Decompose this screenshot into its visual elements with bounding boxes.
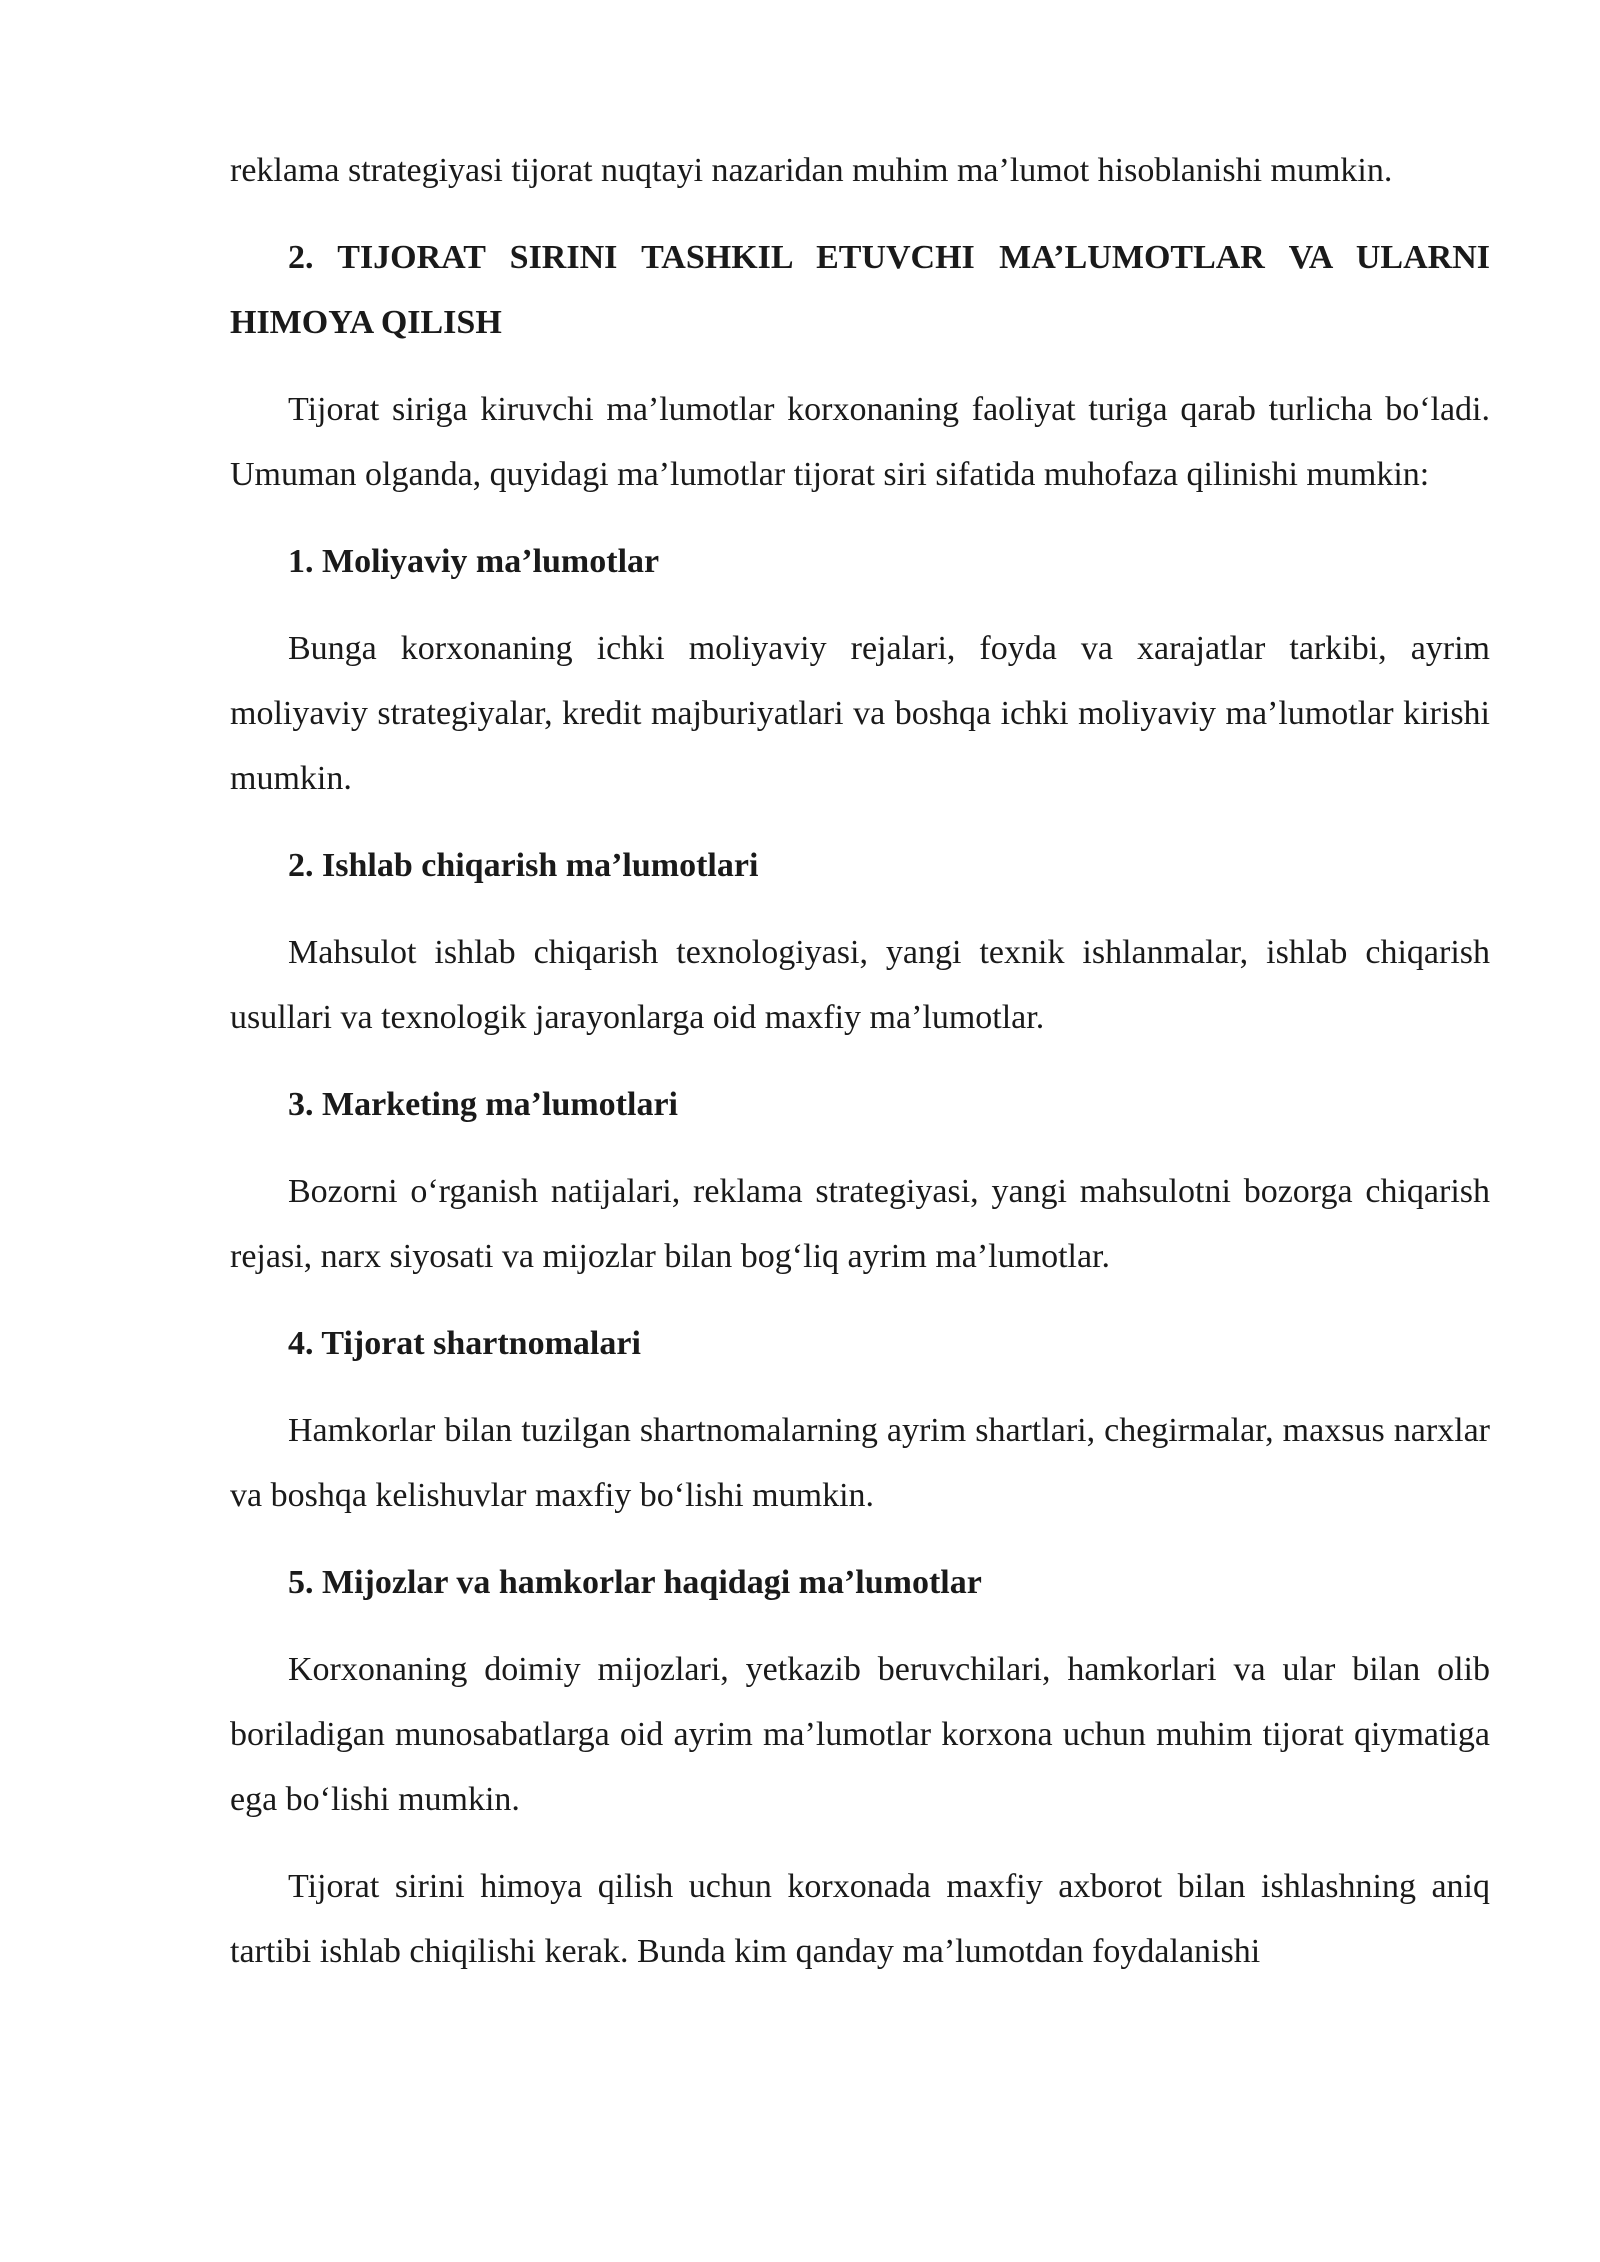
subheading-financial: 1. Moliyaviy ma’lumotlar <box>288 543 660 580</box>
paragraph-intro: Tijorat siriga kiruvchi ma’lumotlar korxonaning faoliyat turiga qarab turlicha bo‘ladi. Umuman olganda, quyidagi ma’lumotlar tijorat siri sifatida muhofaza qilinishi mumkin: <box>230 391 1490 493</box>
subheading-marketing: 3. Marketing ma’lumotlari <box>288 1086 678 1123</box>
section-heading: 2. TIJORAT SIRINI TASHKIL ETUVCHI MA’LUMOTLAR VA ULARNI HIMOYA QILISH <box>230 239 1490 341</box>
paragraph-clients: Korxonaning doimiy mijozlari, yetkazib beruvchilari, hamkorlari va ular bilan olib boriladigan munosabatlarga oid ayrim ma’lumotlar korxona uchun muhim tijorat qiymatiga ega bo‘lishi mumkin. <box>230 1651 1490 1818</box>
paragraph-contracts: Hamkorlar bilan tuzilgan shartnomalarning ayrim shartlari, chegirmalar, maxsus narxlar va boshqa kelishuvlar maxfiy bo‘lishi mumkin. <box>230 1412 1490 1514</box>
paragraph-protection: Tijorat sirini himoya qilish uchun korxonada maxfiy axborot bilan ishlashning aniq tartibi ishlab chiqilishi kerak. Bunda kim qanday ma’lumotdan foydalanishi <box>230 1868 1490 1970</box>
paragraph-continued: reklama strategiyasi tijorat nuqtayi nazaridan muhim ma’lumot hisoblanishi mumkin. <box>230 152 1393 189</box>
paragraph-financial: Bunga korxonaning ichki moliyaviy rejalari, foyda va xarajatlar tarkibi, ayrim moliyaviy strategiyalar, kredit majburiyatlari va boshqa ichki moliyaviy ma’lumotlar kirishi mumkin. <box>230 630 1490 797</box>
document-body <box>230 138 1490 2006</box>
paragraph-marketing: Bozorni o‘rganish natijalari, reklama strategiyasi, yangi mahsulotni bozorga chiqarish rejasi, narx siyosati va mijozlar bilan bog‘liq ayrim ma’lumotlar. <box>230 1173 1490 1275</box>
subheading-clients: 5. Mijozlar va hamkorlar haqidagi ma’lumotlar <box>288 1564 982 1601</box>
subheading-contracts: 4. Tijorat shartnomalari <box>288 1325 641 1362</box>
paragraph-production: Mahsulot ishlab chiqarish texnologiyasi, yangi texnik ishlanmalar, ishlab chiqarish usullari va texnologik jarayonlarga oid maxfiy ma’lumotlar. <box>230 934 1490 1036</box>
subheading-production: 2. Ishlab chiqarish ma’lumotlari <box>288 847 759 884</box>
